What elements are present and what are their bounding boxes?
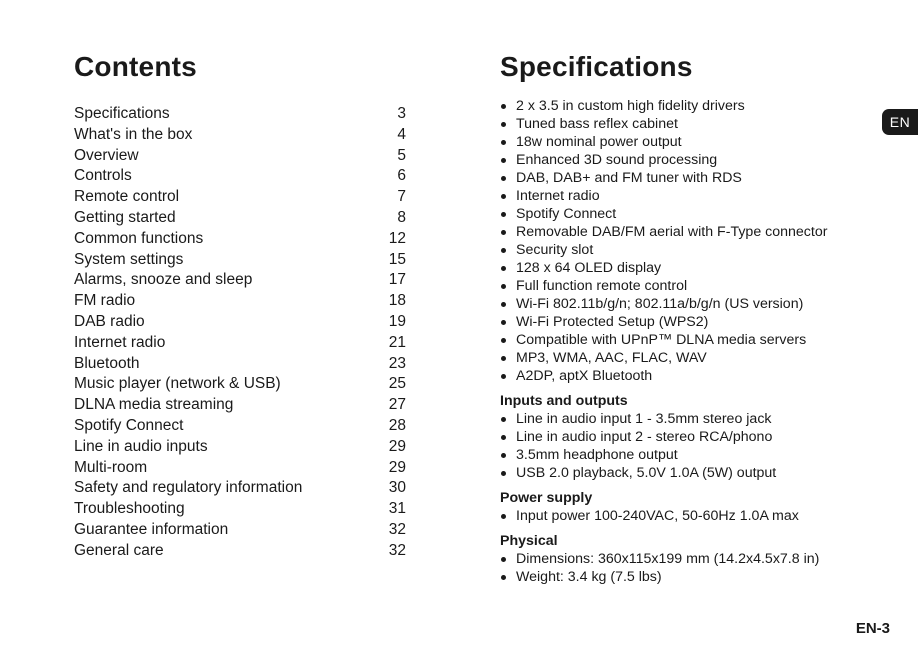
toc-entry-page: 18 xyxy=(388,292,406,310)
toc-entry-label: Safety and regulatory information xyxy=(74,479,303,497)
feature-item: Security slot xyxy=(500,241,860,259)
toc-entry xyxy=(74,104,406,125)
feature-item: Spotify Connect xyxy=(500,205,860,223)
toc-entry xyxy=(74,208,406,229)
toc-entry-page: 5 xyxy=(397,146,406,164)
toc-entry-page: 3 xyxy=(397,105,406,122)
toc-entry xyxy=(74,458,406,479)
specifications-title: Specifications xyxy=(500,51,693,82)
toc-entry xyxy=(74,416,406,437)
feature-item: Removable DAB/FM aerial with F-Type connector xyxy=(500,223,860,241)
toc-entry-label: Line in audio inputs xyxy=(74,437,208,455)
toc-entry xyxy=(74,229,406,250)
toc-entry-page: 21 xyxy=(388,333,406,351)
toc-entry-page: 29 xyxy=(388,437,406,455)
toc-entry-page: 17 xyxy=(388,271,406,289)
feature-item: Enhanced 3D sound processing xyxy=(500,151,860,169)
physical-item: Weight: 3.4 kg (7.5 lbs) xyxy=(500,568,860,586)
toc-entry xyxy=(74,270,406,291)
toc-entry-page: 12 xyxy=(388,229,406,247)
language-tab: EN xyxy=(882,109,918,135)
contents-section xyxy=(74,50,406,562)
feature-item: 18w nominal power output xyxy=(500,133,860,151)
toc-entry-page: 4 xyxy=(397,125,406,143)
toc-entry-label: Spotify Connect xyxy=(74,416,184,434)
physical-item: Dimensions: 360x115x199 mm (14.2x4.5x7.8 in) xyxy=(500,550,860,568)
toc-entry xyxy=(74,187,406,208)
feature-item: Wi-Fi 802.11b/g/n; 802.11a/b/g/n (US version) xyxy=(500,295,860,313)
toc-entry xyxy=(74,520,406,541)
feature-item: 128 x 64 OLED display xyxy=(500,259,860,277)
feature-item: A2DP, aptX Bluetooth xyxy=(500,367,860,385)
toc-entry-page: 32 xyxy=(388,541,406,559)
toc-entry-page: 8 xyxy=(397,208,406,226)
toc-entry xyxy=(74,166,406,187)
toc-entry-label: Bluetooth xyxy=(74,354,140,372)
inputs-outputs-list xyxy=(500,410,860,482)
toc-entry-page: 31 xyxy=(388,500,406,518)
toc-entry-page: 6 xyxy=(397,167,406,185)
feature-item: Internet radio xyxy=(500,187,860,205)
toc-entry-label: System settings xyxy=(74,250,184,268)
toc-entry-label: General care xyxy=(74,541,164,559)
page-number: EN-3 xyxy=(855,620,890,637)
toc-entry xyxy=(74,125,406,146)
toc-entry-page: 27 xyxy=(388,396,406,414)
toc-entry xyxy=(74,354,406,375)
power-supply-heading: Power supply xyxy=(500,490,593,506)
toc-entry-label: Remote control xyxy=(74,188,180,206)
feature-item: Tuned bass reflex cabinet xyxy=(500,115,860,133)
inputs-outputs-item: USB 2.0 playback, 5.0V 1.0A (5W) output xyxy=(500,464,860,482)
feature-item: Full function remote control xyxy=(500,277,860,295)
feature-item: MP3, WMA, AAC, FLAC, WAV xyxy=(500,349,860,367)
inputs-outputs-heading: Inputs and outputs xyxy=(500,393,628,409)
feature-item: Compatible with UPnP™ DLNA media servers xyxy=(500,331,860,349)
inputs-outputs-item: Line in audio input 1 - 3.5mm stereo jack xyxy=(500,410,860,428)
toc-entry-label: Music player (network & USB) xyxy=(74,375,281,393)
toc-entry xyxy=(74,312,406,333)
toc-entry-page: 7 xyxy=(397,188,406,206)
toc-entry xyxy=(74,478,406,499)
contents-title: Contents xyxy=(74,51,197,82)
toc-entry xyxy=(74,374,406,395)
toc-entry xyxy=(74,395,406,416)
toc-entry-label: What's in the box xyxy=(74,125,193,143)
toc-entry-page: 29 xyxy=(388,458,406,476)
power-supply-item: Input power 100-240VAC, 50-60Hz 1.0A max xyxy=(500,507,860,525)
toc-entry-page: 28 xyxy=(388,416,406,434)
feature-item: 2 x 3.5 in custom high fidelity drivers xyxy=(500,97,860,115)
toc-entry xyxy=(74,333,406,354)
toc-entry-label: Multi-room xyxy=(74,458,148,476)
feature-list xyxy=(500,97,860,385)
toc-entry xyxy=(74,250,406,271)
toc-entry xyxy=(74,146,406,167)
power-supply-list xyxy=(500,507,860,525)
toc-entry xyxy=(74,499,406,520)
inputs-outputs-item: 3.5mm headphone output xyxy=(500,446,860,464)
physical-heading: Physical xyxy=(500,533,558,549)
specifications-section xyxy=(500,50,860,586)
toc-entry-label: Troubleshooting xyxy=(74,500,185,518)
toc-entry-label: Common functions xyxy=(74,229,204,247)
toc-entry xyxy=(74,437,406,458)
toc-entry xyxy=(74,541,406,562)
toc-entry-page: 25 xyxy=(388,375,406,393)
toc-entry-label: Specifications xyxy=(74,105,170,122)
inputs-outputs-item: Line in audio input 2 - stereo RCA/phono xyxy=(500,428,860,446)
toc-entry-label: Guarantee information xyxy=(74,520,229,538)
toc-entry-label: Controls xyxy=(74,167,132,185)
toc-entry-label: Internet radio xyxy=(74,333,166,351)
toc-entry-label: Overview xyxy=(74,146,139,164)
contents-list xyxy=(74,104,406,562)
toc-entry-page: 23 xyxy=(388,354,406,372)
toc-entry-page: 32 xyxy=(388,520,406,538)
toc-entry-label: DLNA media streaming xyxy=(74,396,234,414)
toc-entry-label: Alarms, snooze and sleep xyxy=(74,271,253,289)
toc-entry xyxy=(74,291,406,312)
toc-entry-label: DAB radio xyxy=(74,312,145,330)
toc-entry-page: 19 xyxy=(388,312,406,330)
toc-entry-label: Getting started xyxy=(74,208,176,226)
toc-entry-label: FM radio xyxy=(74,292,136,310)
feature-item: Wi-Fi Protected Setup (WPS2) xyxy=(500,313,860,331)
toc-entry-page: 30 xyxy=(388,479,406,497)
toc-entry-page: 15 xyxy=(388,250,406,268)
physical-list xyxy=(500,550,860,586)
feature-item: DAB, DAB+ and FM tuner with RDS xyxy=(500,169,860,187)
